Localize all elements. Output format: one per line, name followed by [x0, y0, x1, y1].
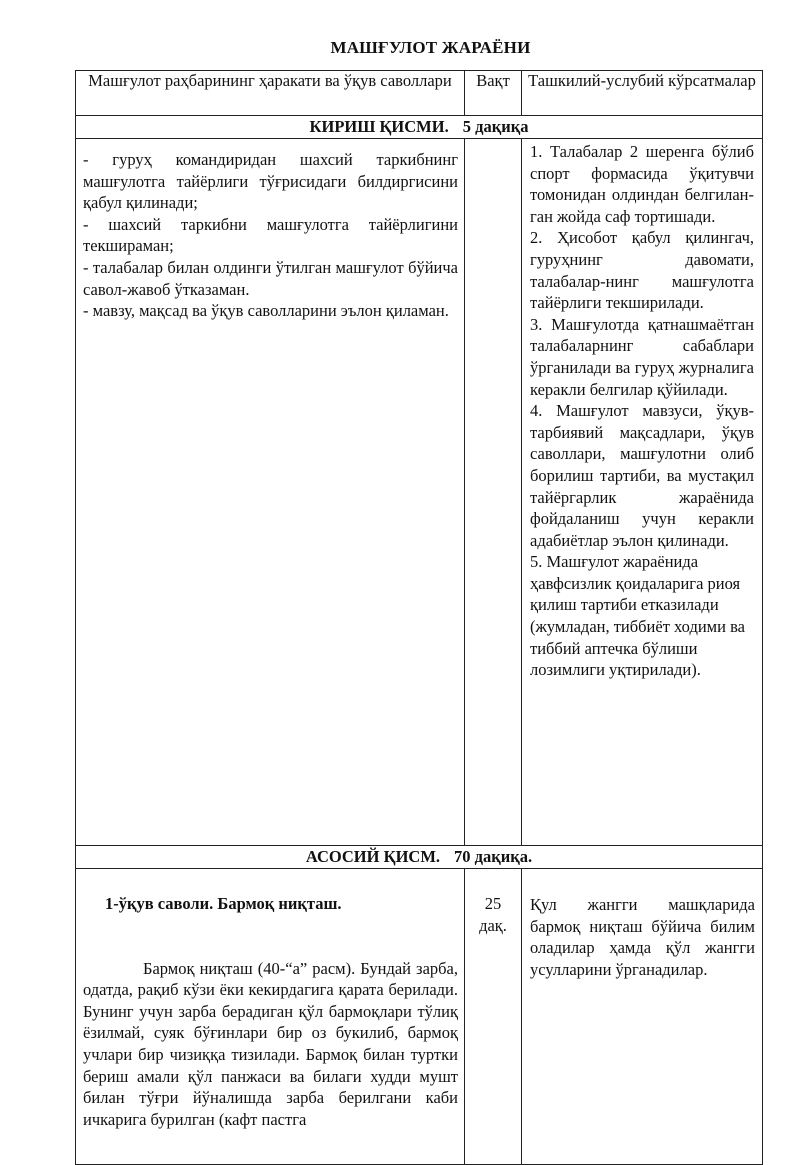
intro-guidance-item: 4. Машғулот мавзуси, ўқув-тарбиявий мақсадлари, ўқув саволлари, машғулотни олиб борилиш тартиби, ва мустақил тайёргарлик жараёнида фойдаланиш учун керакли адабиётлар эълон қилинади.	[530, 401, 754, 550]
section-intro-row	[76, 116, 763, 139]
header-guidance: Ташкилий-услубий кўрсатмалар	[522, 71, 763, 116]
main-time-cell	[465, 869, 522, 1165]
header-activity: Машғулот раҳбарининг ҳаракати ва ўқув саволлари	[76, 71, 465, 116]
intro-guidance-item: 2. Ҳисобот қабул қилингач, гуруҳнинг давомати, талабалар-нинг машғулотга тайёрлиги текширилади.	[530, 228, 754, 313]
section-main-title	[76, 846, 763, 869]
section-intro-duration: 5 дақиқа	[462, 117, 529, 136]
intro-guidance-cell	[522, 139, 763, 846]
intro-activity-cell	[76, 139, 465, 846]
intro-activity-line: - гуруҳ командиридан шахсий таркибнинг машғулотга тайёрлиги тўғрисидаги билдиргисини қабул қилинади;	[83, 150, 458, 213]
main-activity-cell	[76, 869, 465, 1165]
main-guidance-text: Қул жангги машқларида бармоқ ниқташ бўйича билим оладилар ҳамда қўл жангги усулларини ўрганадилар.	[530, 895, 755, 979]
table-header-row	[76, 71, 763, 116]
lesson-plan-table	[75, 70, 763, 1165]
question-title: 1-ўқув саволи. Бармоқ ниқташ.	[105, 894, 342, 913]
intro-guidance-item: 3. Машғулотда қатнашмаётган талабаларнинг сабаблари ўрганилади ва гуруҳ журналига керакли белгилар қўйилади.	[530, 314, 754, 399]
main-time-value: 25	[484, 894, 502, 913]
section-main-duration: 70 дақиқа.	[454, 847, 533, 866]
intro-content-row	[76, 139, 763, 846]
intro-activity-line: - шахсий таркибни машғулотга тайёрлигини текшираман;	[83, 214, 458, 256]
section-main-label: АСОСИЙ ҚИСМ.	[305, 847, 441, 866]
intro-guidance-item: 1. Талабалар 2 шеренга бўлиб спорт формасида ўқитувчи томонидан олдиндан белгилан-ган жойда саф тортишади.	[530, 142, 754, 226]
intro-guidance-item: 5. Машғулот жараёнида ҳавфсизлик қоидаларига риоя қилиш тартиби етказилади (жумладан, тиббиёт ходими ва тиббий аптечка бўлиши лозимлиги уқтирилади).	[530, 552, 745, 680]
main-time-unit: дақ.	[479, 916, 507, 935]
header-time: Вақт	[465, 71, 522, 116]
intro-time-cell	[465, 139, 522, 846]
main-content-row	[76, 869, 763, 1165]
intro-activity-line: - мавзу, мақсад ва ўқув саволларини эълон қиламан.	[83, 301, 449, 321]
intro-activity-line: - талабалар билан олдинги ўтилган машғулот бўйича савол-жавоб ўтказаман.	[83, 257, 458, 299]
section-intro-label: КИРИШ ҚИСМИ.	[309, 117, 449, 136]
question-paragraph: Бармоқ ниқташ (40-“а” расм). Бундай зарба, одатда, рақиб кўзи ёки кекирдагига қарата берилади. Бунинг учун зарба берадиган қўл бармоқлари тўлиқ ёзилмай, суяк бўғинлари бир оз букилиб, бармоқ учлари бир чизиққа тизилади. Бармоқ билан туртки бериш амали қўл панжаси ва билаги худди мушт билан тўғри йўналишда зарба берилгани каби ичкарига бурилган (кафт пастга	[83, 958, 458, 1129]
main-guidance-cell	[522, 869, 763, 1165]
section-intro-title	[76, 116, 763, 139]
section-main-row	[76, 846, 763, 869]
page-title: МАШҒУЛОТ ЖАРАЁНИ	[330, 38, 531, 57]
